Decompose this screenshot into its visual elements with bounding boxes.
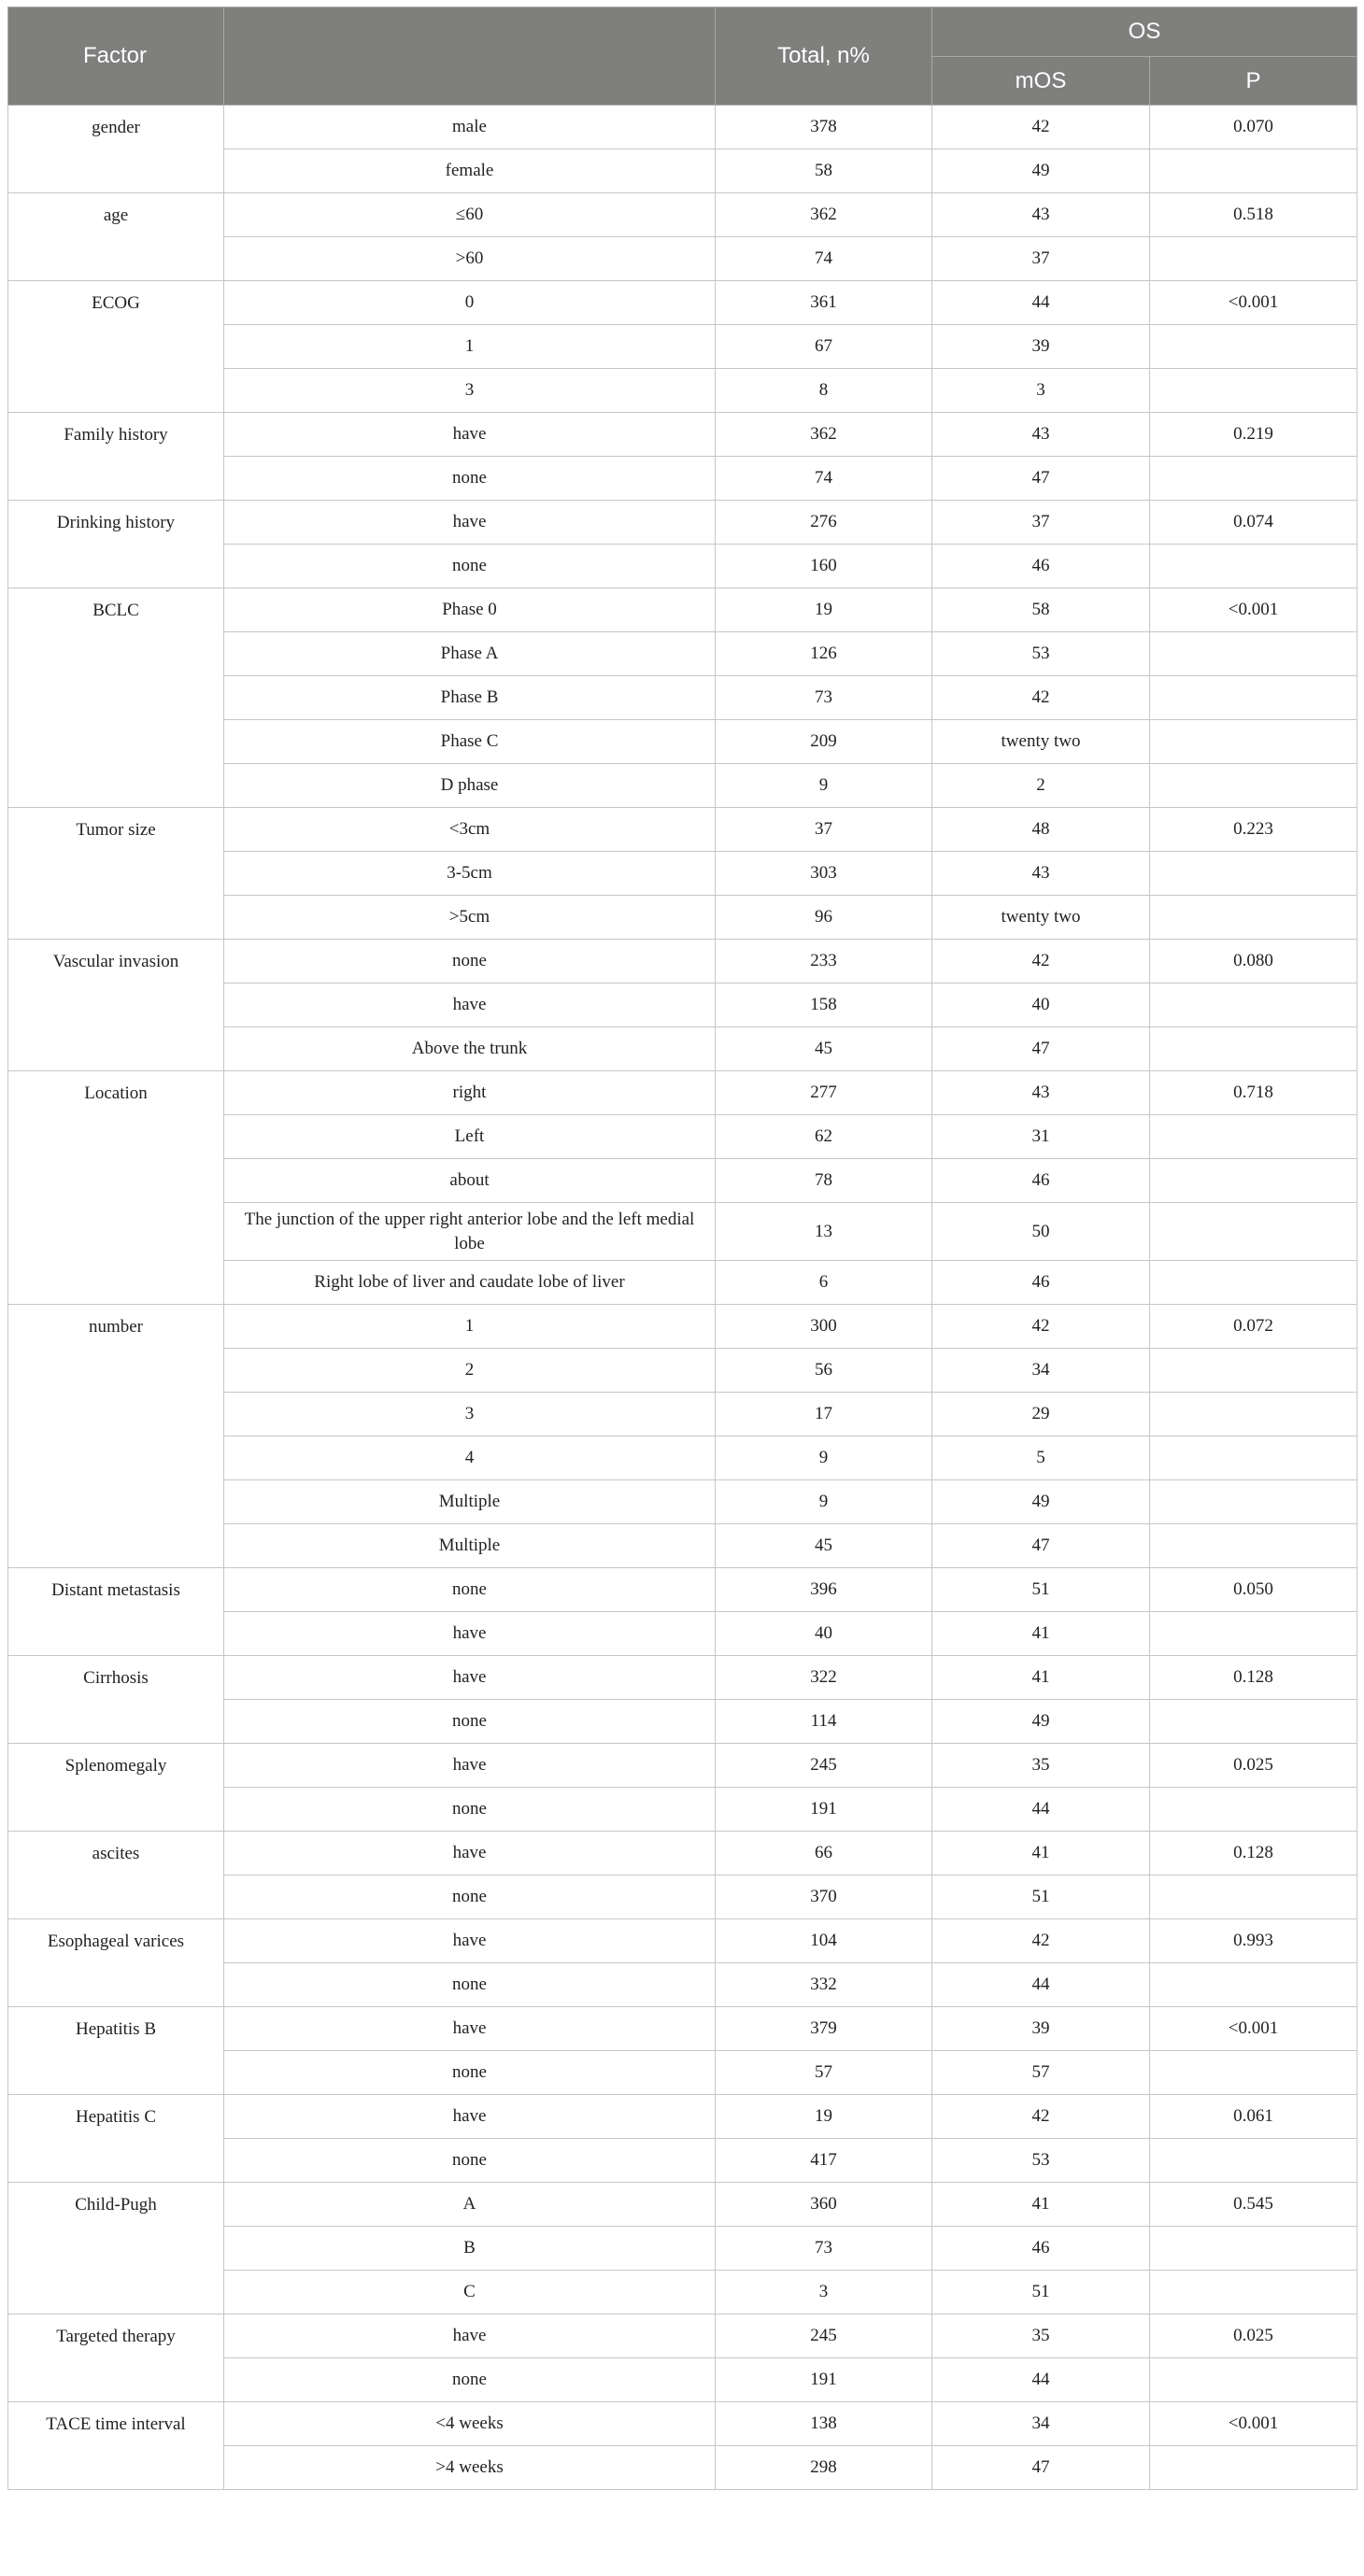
factor-cell: Location bbox=[8, 1071, 224, 1305]
total-cell: 126 bbox=[716, 632, 932, 676]
p-value-cell bbox=[1150, 1612, 1357, 1656]
mos-cell: 34 bbox=[932, 2402, 1150, 2446]
p-value-cell: <0.001 bbox=[1150, 2007, 1357, 2051]
factor-cell: Vascular invasion bbox=[8, 940, 224, 1071]
value-cell: 3 bbox=[224, 369, 716, 413]
total-cell: 417 bbox=[716, 2139, 932, 2183]
mos-cell: 37 bbox=[932, 501, 1150, 545]
table-row bbox=[8, 2183, 1357, 2227]
p-value-cell bbox=[1150, 2051, 1357, 2095]
value-cell: male bbox=[224, 106, 716, 149]
p-value-cell bbox=[1150, 1027, 1357, 1071]
total-cell: 19 bbox=[716, 2095, 932, 2139]
p-value-cell bbox=[1150, 1261, 1357, 1305]
value-cell: have bbox=[224, 1832, 716, 1875]
value-cell: none bbox=[224, 1963, 716, 2007]
total-cell: 45 bbox=[716, 1524, 932, 1568]
p-value-cell bbox=[1150, 1788, 1357, 1832]
value-cell: The junction of the upper right anterior lobe and the left medial lobe bbox=[224, 1203, 716, 1261]
mos-cell: 34 bbox=[932, 1349, 1150, 1393]
total-cell: 160 bbox=[716, 545, 932, 588]
factor-cell: Hepatitis B bbox=[8, 2007, 224, 2095]
mos-cell: 58 bbox=[932, 588, 1150, 632]
p-value-cell: 0.993 bbox=[1150, 1919, 1357, 1963]
total-cell: 362 bbox=[716, 413, 932, 457]
value-cell: C bbox=[224, 2271, 716, 2314]
total-cell: 96 bbox=[716, 896, 932, 940]
mos-cell: 57 bbox=[932, 2051, 1150, 2095]
p-value-cell bbox=[1150, 325, 1357, 369]
mos-cell: 31 bbox=[932, 1115, 1150, 1159]
mos-cell: 46 bbox=[932, 2227, 1150, 2271]
total-cell: 209 bbox=[716, 720, 932, 764]
table-row bbox=[8, 588, 1357, 632]
mos-cell: 49 bbox=[932, 1700, 1150, 1744]
p-value-cell bbox=[1150, 1203, 1357, 1261]
value-cell: >60 bbox=[224, 237, 716, 281]
total-cell: 360 bbox=[716, 2183, 932, 2227]
mos-cell: 41 bbox=[932, 1612, 1150, 1656]
value-cell: none bbox=[224, 940, 716, 984]
factor-cell: ascites bbox=[8, 1832, 224, 1919]
mos-cell: 29 bbox=[932, 1393, 1150, 1437]
mos-cell: 53 bbox=[932, 632, 1150, 676]
mos-cell: 51 bbox=[932, 1568, 1150, 1612]
total-cell: 9 bbox=[716, 764, 932, 808]
mos-cell: twenty two bbox=[932, 896, 1150, 940]
p-value-cell bbox=[1150, 1480, 1357, 1524]
table-row bbox=[8, 2402, 1357, 2446]
mos-cell: 39 bbox=[932, 2007, 1150, 2051]
total-cell: 9 bbox=[716, 1480, 932, 1524]
p-value-cell: 0.080 bbox=[1150, 940, 1357, 984]
value-cell: have bbox=[224, 413, 716, 457]
p-value-cell bbox=[1150, 2446, 1357, 2490]
p-value-cell: 0.718 bbox=[1150, 1071, 1357, 1115]
value-cell: none bbox=[224, 1568, 716, 1612]
p-value-cell bbox=[1150, 2227, 1357, 2271]
value-cell: Right lobe of liver and caudate lobe of liver bbox=[224, 1261, 716, 1305]
value-cell: >5cm bbox=[224, 896, 716, 940]
value-cell: <4 weeks bbox=[224, 2402, 716, 2446]
p-value-cell bbox=[1150, 720, 1357, 764]
mos-cell: 46 bbox=[932, 545, 1150, 588]
table-row bbox=[8, 1305, 1357, 1349]
table-row bbox=[8, 1744, 1357, 1788]
total-cell: 277 bbox=[716, 1071, 932, 1115]
value-cell: 1 bbox=[224, 325, 716, 369]
total-cell: 9 bbox=[716, 1437, 932, 1480]
total-cell: 332 bbox=[716, 1963, 932, 2007]
value-cell: have bbox=[224, 2095, 716, 2139]
total-cell: 233 bbox=[716, 940, 932, 984]
p-value-cell bbox=[1150, 2358, 1357, 2402]
value-cell: have bbox=[224, 1744, 716, 1788]
total-cell: 66 bbox=[716, 1832, 932, 1875]
p-value-cell bbox=[1150, 1349, 1357, 1393]
p-value-cell bbox=[1150, 237, 1357, 281]
table-row bbox=[8, 501, 1357, 545]
p-value-cell bbox=[1150, 1437, 1357, 1480]
value-cell: Multiple bbox=[224, 1480, 716, 1524]
value-cell: Left bbox=[224, 1115, 716, 1159]
p-value-cell bbox=[1150, 1700, 1357, 1744]
mos-cell: twenty two bbox=[932, 720, 1150, 764]
table-row bbox=[8, 2007, 1357, 2051]
mos-cell: 42 bbox=[932, 2095, 1150, 2139]
total-cell: 361 bbox=[716, 281, 932, 325]
value-cell: 2 bbox=[224, 1349, 716, 1393]
table-row bbox=[8, 1832, 1357, 1875]
value-cell: Phase B bbox=[224, 676, 716, 720]
total-cell: 245 bbox=[716, 1744, 932, 1788]
value-cell: Phase C bbox=[224, 720, 716, 764]
value-cell: female bbox=[224, 149, 716, 193]
p-value-cell bbox=[1150, 1524, 1357, 1568]
p-value-cell bbox=[1150, 2139, 1357, 2183]
p-value-cell: 0.128 bbox=[1150, 1656, 1357, 1700]
total-cell: 158 bbox=[716, 984, 932, 1027]
mos-cell: 2 bbox=[932, 764, 1150, 808]
factor-cell: Tumor size bbox=[8, 808, 224, 940]
p-value-cell bbox=[1150, 984, 1357, 1027]
table-row bbox=[8, 413, 1357, 457]
total-cell: 78 bbox=[716, 1159, 932, 1203]
factor-cell: TACE time interval bbox=[8, 2402, 224, 2490]
p-value-cell bbox=[1150, 676, 1357, 720]
mos-cell: 43 bbox=[932, 193, 1150, 237]
mos-cell: 42 bbox=[932, 106, 1150, 149]
total-cell: 378 bbox=[716, 106, 932, 149]
mos-cell: 43 bbox=[932, 413, 1150, 457]
p-value-cell: 0.219 bbox=[1150, 413, 1357, 457]
value-cell: ≤60 bbox=[224, 193, 716, 237]
total-cell: 322 bbox=[716, 1656, 932, 1700]
header-mos: mOS bbox=[932, 57, 1150, 106]
table-row bbox=[8, 2095, 1357, 2139]
mos-cell: 49 bbox=[932, 149, 1150, 193]
table-header bbox=[8, 7, 1357, 106]
p-value-cell bbox=[1150, 149, 1357, 193]
table-row bbox=[8, 2314, 1357, 2358]
table-row bbox=[8, 808, 1357, 852]
factor-cell: age bbox=[8, 193, 224, 281]
survival-factor-table bbox=[7, 7, 1357, 2490]
total-cell: 19 bbox=[716, 588, 932, 632]
factor-cell: Distant metastasis bbox=[8, 1568, 224, 1656]
p-value-cell: 0.128 bbox=[1150, 1832, 1357, 1875]
total-cell: 396 bbox=[716, 1568, 932, 1612]
total-cell: 114 bbox=[716, 1700, 932, 1744]
total-cell: 73 bbox=[716, 676, 932, 720]
mos-cell: 35 bbox=[932, 1744, 1150, 1788]
value-cell: none bbox=[224, 2358, 716, 2402]
total-cell: 74 bbox=[716, 237, 932, 281]
p-value-cell bbox=[1150, 545, 1357, 588]
factor-cell: gender bbox=[8, 106, 224, 193]
factor-cell: Cirrhosis bbox=[8, 1656, 224, 1744]
factor-cell: Family history bbox=[8, 413, 224, 501]
table-row bbox=[8, 281, 1357, 325]
total-cell: 17 bbox=[716, 1393, 932, 1437]
table-row bbox=[8, 193, 1357, 237]
value-cell: have bbox=[224, 1919, 716, 1963]
value-cell: Multiple bbox=[224, 1524, 716, 1568]
total-cell: 245 bbox=[716, 2314, 932, 2358]
value-cell: none bbox=[224, 457, 716, 501]
mos-cell: 49 bbox=[932, 1480, 1150, 1524]
p-value-cell bbox=[1150, 457, 1357, 501]
value-cell: 3-5cm bbox=[224, 852, 716, 896]
mos-cell: 5 bbox=[932, 1437, 1150, 1480]
p-value-cell bbox=[1150, 1159, 1357, 1203]
p-value-cell bbox=[1150, 1963, 1357, 2007]
mos-cell: 46 bbox=[932, 1159, 1150, 1203]
value-cell: none bbox=[224, 2139, 716, 2183]
total-cell: 138 bbox=[716, 2402, 932, 2446]
factor-cell: Targeted therapy bbox=[8, 2314, 224, 2402]
p-value-cell bbox=[1150, 2271, 1357, 2314]
mos-cell: 50 bbox=[932, 1203, 1150, 1261]
total-cell: 58 bbox=[716, 149, 932, 193]
p-value-cell: 0.072 bbox=[1150, 1305, 1357, 1349]
mos-cell: 41 bbox=[932, 1832, 1150, 1875]
mos-cell: 41 bbox=[932, 1656, 1150, 1700]
mos-cell: 51 bbox=[932, 1875, 1150, 1919]
mos-cell: 53 bbox=[932, 2139, 1150, 2183]
mos-cell: 3 bbox=[932, 369, 1150, 413]
total-cell: 13 bbox=[716, 1203, 932, 1261]
value-cell: none bbox=[224, 2051, 716, 2095]
factor-cell: BCLC bbox=[8, 588, 224, 808]
value-cell: 0 bbox=[224, 281, 716, 325]
value-cell: none bbox=[224, 545, 716, 588]
p-value-cell: <0.001 bbox=[1150, 2402, 1357, 2446]
mos-cell: 42 bbox=[932, 676, 1150, 720]
value-cell: B bbox=[224, 2227, 716, 2271]
value-cell: 4 bbox=[224, 1437, 716, 1480]
total-cell: 37 bbox=[716, 808, 932, 852]
mos-cell: 37 bbox=[932, 237, 1150, 281]
mos-cell: 40 bbox=[932, 984, 1150, 1027]
total-cell: 57 bbox=[716, 2051, 932, 2095]
table-row bbox=[8, 1071, 1357, 1115]
mos-cell: 44 bbox=[932, 281, 1150, 325]
mos-cell: 46 bbox=[932, 1261, 1150, 1305]
header-total: Total, n% bbox=[716, 7, 932, 106]
table-row bbox=[8, 1568, 1357, 1612]
table-body bbox=[8, 106, 1357, 2490]
value-cell: none bbox=[224, 1788, 716, 1832]
value-cell: right bbox=[224, 1071, 716, 1115]
p-value-cell bbox=[1150, 1875, 1357, 1919]
total-cell: 8 bbox=[716, 369, 932, 413]
value-cell: about bbox=[224, 1159, 716, 1203]
p-value-cell: <0.001 bbox=[1150, 588, 1357, 632]
p-value-cell: 0.025 bbox=[1150, 2314, 1357, 2358]
mos-cell: 44 bbox=[932, 1788, 1150, 1832]
value-cell: have bbox=[224, 1612, 716, 1656]
total-cell: 191 bbox=[716, 1788, 932, 1832]
table-row bbox=[8, 1656, 1357, 1700]
mos-cell: 47 bbox=[932, 457, 1150, 501]
value-cell: Above the trunk bbox=[224, 1027, 716, 1071]
total-cell: 300 bbox=[716, 1305, 932, 1349]
total-cell: 40 bbox=[716, 1612, 932, 1656]
header-factor: Factor bbox=[8, 7, 224, 106]
value-cell: A bbox=[224, 2183, 716, 2227]
factor-cell: ECOG bbox=[8, 281, 224, 413]
value-cell: have bbox=[224, 2007, 716, 2051]
value-cell: have bbox=[224, 2314, 716, 2358]
p-value-cell: 0.070 bbox=[1150, 106, 1357, 149]
total-cell: 104 bbox=[716, 1919, 932, 1963]
p-value-cell: 0.074 bbox=[1150, 501, 1357, 545]
mos-cell: 43 bbox=[932, 852, 1150, 896]
value-cell: Phase 0 bbox=[224, 588, 716, 632]
p-value-cell bbox=[1150, 1115, 1357, 1159]
header-p: P bbox=[1150, 57, 1357, 106]
factor-cell: Drinking history bbox=[8, 501, 224, 588]
total-cell: 191 bbox=[716, 2358, 932, 2402]
mos-cell: 44 bbox=[932, 1963, 1150, 2007]
p-value-cell: 0.545 bbox=[1150, 2183, 1357, 2227]
p-value-cell bbox=[1150, 1393, 1357, 1437]
p-value-cell: 0.518 bbox=[1150, 193, 1357, 237]
p-value-cell bbox=[1150, 764, 1357, 808]
value-cell: >4 weeks bbox=[224, 2446, 716, 2490]
p-value-cell: 0.061 bbox=[1150, 2095, 1357, 2139]
p-value-cell bbox=[1150, 896, 1357, 940]
p-value-cell: 0.223 bbox=[1150, 808, 1357, 852]
mos-cell: 39 bbox=[932, 325, 1150, 369]
table-row bbox=[8, 1919, 1357, 1963]
total-cell: 3 bbox=[716, 2271, 932, 2314]
value-cell: have bbox=[224, 984, 716, 1027]
header-value bbox=[224, 7, 716, 106]
mos-cell: 35 bbox=[932, 2314, 1150, 2358]
mos-cell: 47 bbox=[932, 2446, 1150, 2490]
p-value-cell bbox=[1150, 369, 1357, 413]
table-row bbox=[8, 106, 1357, 149]
mos-cell: 44 bbox=[932, 2358, 1150, 2402]
p-value-cell bbox=[1150, 852, 1357, 896]
total-cell: 298 bbox=[716, 2446, 932, 2490]
value-cell: Phase A bbox=[224, 632, 716, 676]
table-row bbox=[8, 940, 1357, 984]
value-cell: none bbox=[224, 1875, 716, 1919]
mos-cell: 42 bbox=[932, 940, 1150, 984]
total-cell: 73 bbox=[716, 2227, 932, 2271]
p-value-cell bbox=[1150, 632, 1357, 676]
factor-cell: Child-Pugh bbox=[8, 2183, 224, 2314]
total-cell: 62 bbox=[716, 1115, 932, 1159]
factor-cell: number bbox=[8, 1305, 224, 1568]
mos-cell: 47 bbox=[932, 1524, 1150, 1568]
value-cell: <3cm bbox=[224, 808, 716, 852]
header-os: OS bbox=[932, 7, 1357, 57]
total-cell: 45 bbox=[716, 1027, 932, 1071]
p-value-cell: 0.050 bbox=[1150, 1568, 1357, 1612]
value-cell: have bbox=[224, 1656, 716, 1700]
total-cell: 67 bbox=[716, 325, 932, 369]
p-value-cell: 0.025 bbox=[1150, 1744, 1357, 1788]
total-cell: 362 bbox=[716, 193, 932, 237]
value-cell: have bbox=[224, 501, 716, 545]
factor-cell: Esophageal varices bbox=[8, 1919, 224, 2007]
total-cell: 370 bbox=[716, 1875, 932, 1919]
mos-cell: 43 bbox=[932, 1071, 1150, 1115]
value-cell: D phase bbox=[224, 764, 716, 808]
total-cell: 303 bbox=[716, 852, 932, 896]
mos-cell: 48 bbox=[932, 808, 1150, 852]
value-cell: 1 bbox=[224, 1305, 716, 1349]
total-cell: 276 bbox=[716, 501, 932, 545]
factor-cell: Hepatitis C bbox=[8, 2095, 224, 2183]
total-cell: 74 bbox=[716, 457, 932, 501]
mos-cell: 42 bbox=[932, 1305, 1150, 1349]
value-cell: none bbox=[224, 1700, 716, 1744]
value-cell: 3 bbox=[224, 1393, 716, 1437]
mos-cell: 51 bbox=[932, 2271, 1150, 2314]
mos-cell: 41 bbox=[932, 2183, 1150, 2227]
mos-cell: 42 bbox=[932, 1919, 1150, 1963]
total-cell: 6 bbox=[716, 1261, 932, 1305]
total-cell: 56 bbox=[716, 1349, 932, 1393]
total-cell: 379 bbox=[716, 2007, 932, 2051]
mos-cell: 47 bbox=[932, 1027, 1150, 1071]
factor-cell: Splenomegaly bbox=[8, 1744, 224, 1832]
p-value-cell: <0.001 bbox=[1150, 281, 1357, 325]
